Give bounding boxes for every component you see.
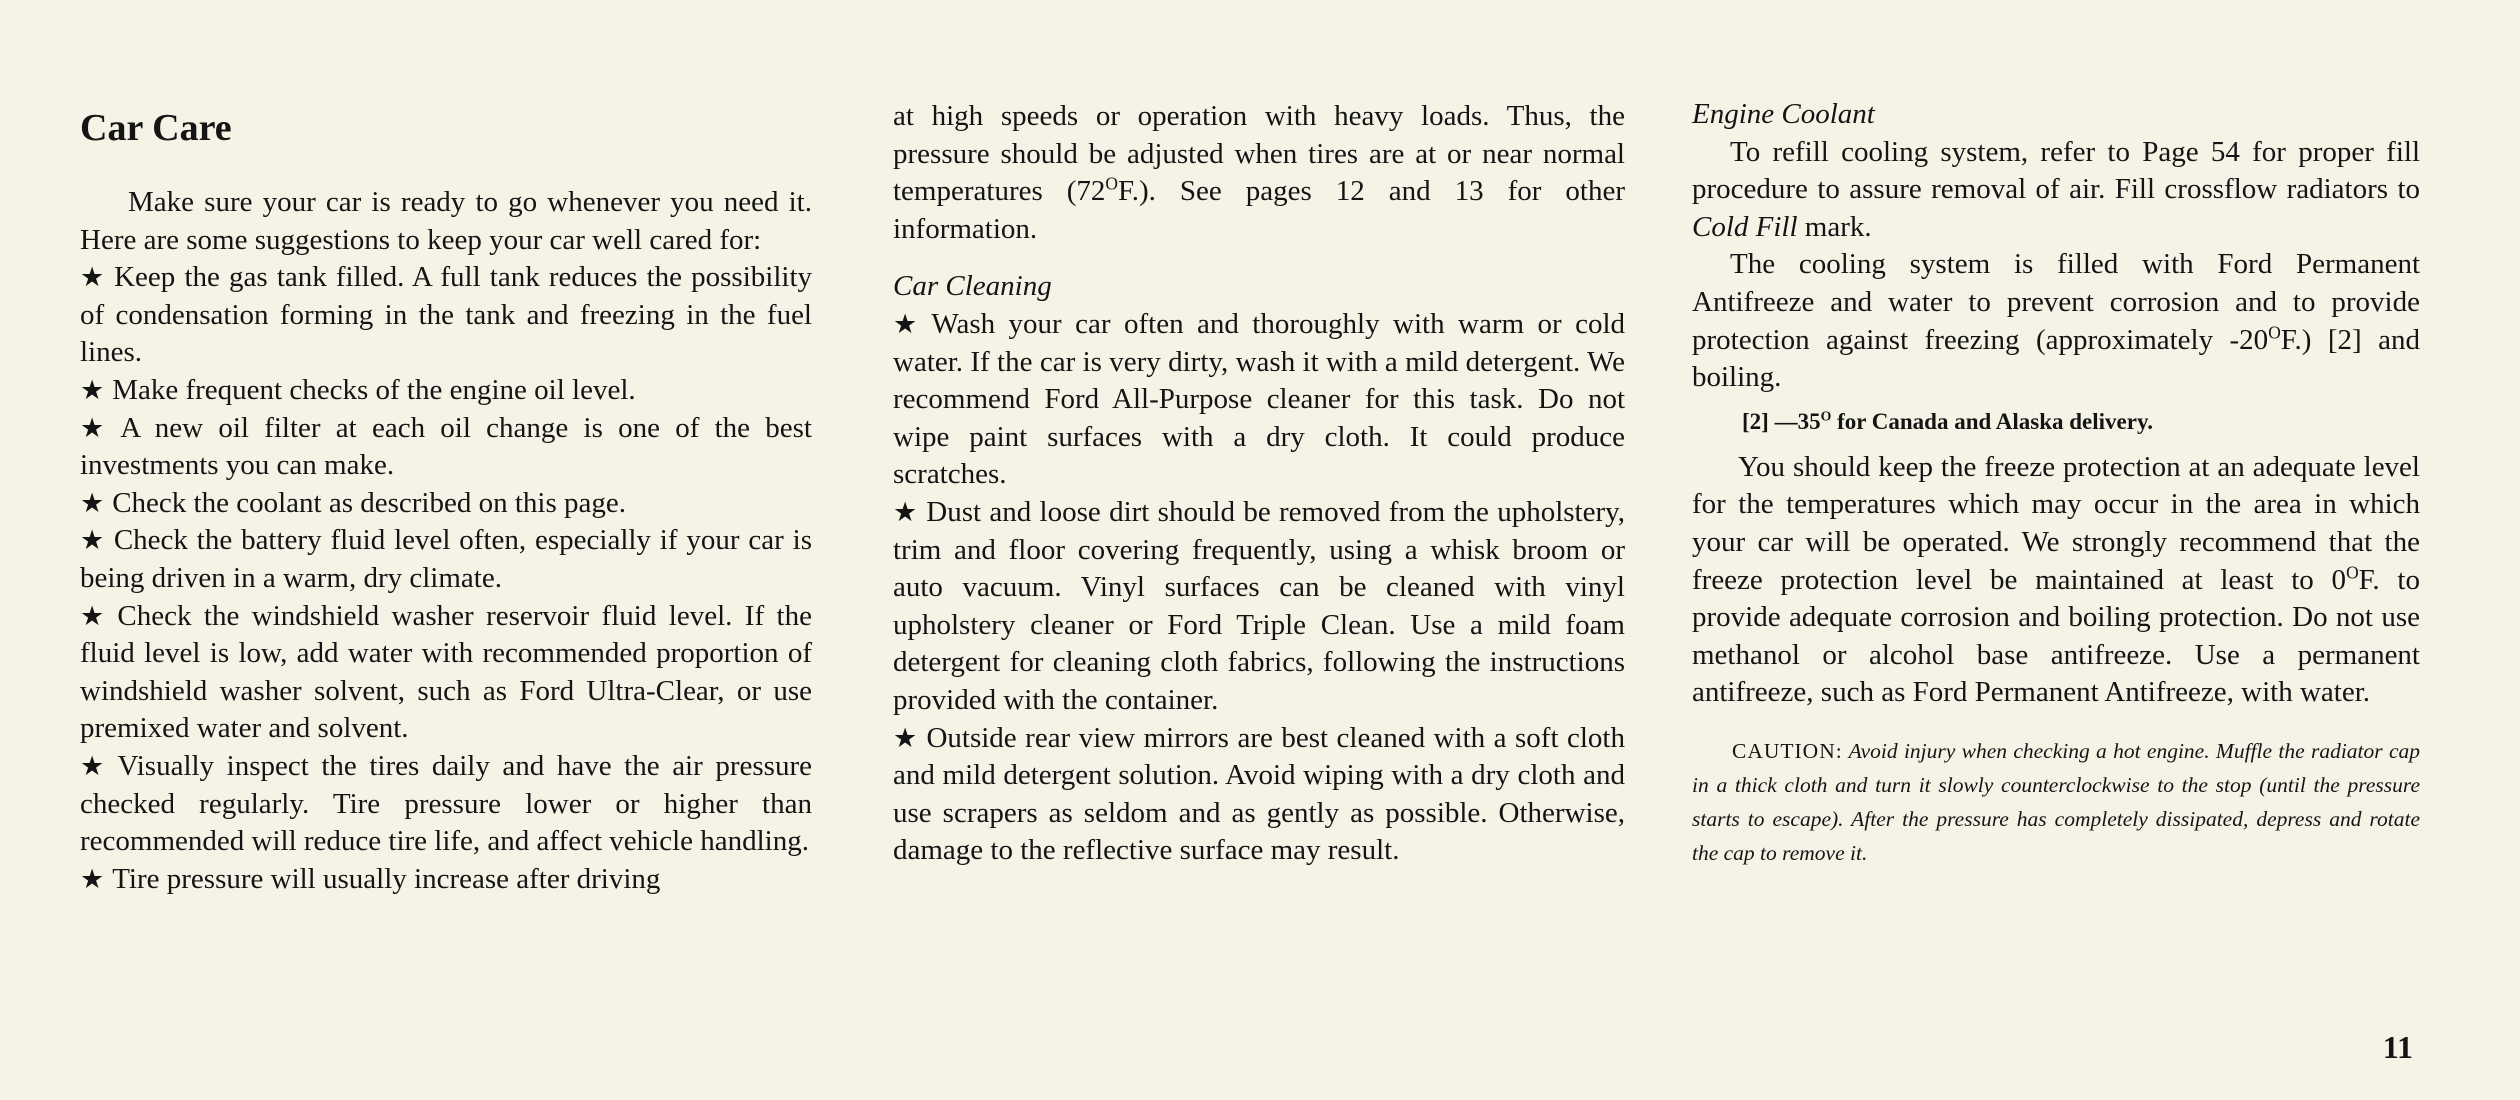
cooling-system-paragraph: The cooling system is filled with Ford Permanent Antifreeze and water to prevent corrosion and to provide protection against freezing (approximately $-20^OF$.) [2] and boiling. [1692, 248, 2420, 394]
caution-note [1692, 734, 2420, 870]
caution-label: CAUTION: [1732, 738, 1843, 763]
list-item-text: Wash your car often and thoroughly with warm or cold water. If the car is very dirty, wash it with a mild detergent. We recommend Ford All-Purpose cleaner for this task. Do not wipe paint surfaces with a dry cloth. It could produce scratches. [893, 307, 1625, 491]
car-cleaning-heading: Car Cleaning [893, 270, 1052, 303]
list-item [80, 259, 812, 372]
list-item [893, 494, 1625, 720]
star-bullet-icon: ★ [80, 262, 107, 294]
star-bullet-icon: ★ [80, 412, 113, 444]
list-item [80, 748, 812, 861]
list-item-text: Visually inspect the tires daily and have the air pressure checked regularly. Tire pressure lower or higher than recommended will reduce tire life, and affect vehicle handling. [80, 749, 812, 858]
list-item-text: A new oil filter at each oil change is one of the best investments you can make. [80, 411, 812, 482]
star-bullet-icon: ★ [80, 863, 105, 895]
continuation-paragraph: at high speeds or operation with heavy loads. Thus, the pressure should be adjusted when tires are at or near normal temperatures $(72^OF.)$. See pages 12 and 13 for other information. [893, 100, 1625, 245]
list-item-text: Check the battery fluid level often, especially if your car is being driven in a warm, dry climate. [80, 524, 812, 594]
list-item-text: Outside rear view mirrors are best cleaned with a soft cloth and mild detergent solution. Avoid wiping with a dry cloth and use scrapers as seldom and as gently as possible. Otherwise, damage to the reflective surface may result. [893, 721, 1625, 867]
star-bullet-icon: ★ [893, 496, 919, 528]
intro-paragraph: Make sure your car is ready to go whenever you need it. Here are some suggestions to keep your car well cared for: [80, 186, 812, 256]
refill-paragraph: To refill cooling system, refer to Page 54 for proper fill procedure to assure removal of air. Fill crossflow radiators to Cold Fill mark. [1692, 135, 2420, 243]
star-bullet-icon: ★ [80, 525, 106, 557]
list-item-text: Make frequent checks of the engine oil level. [112, 373, 636, 406]
engine-coolant-heading: Engine Coolant [1692, 98, 1875, 130]
list-item [80, 861, 812, 899]
list-item [80, 372, 812, 410]
list-item [893, 720, 1625, 870]
list-item-text: Tire pressure will usually increase after driving [112, 862, 661, 895]
caution-text: Avoid injury when checking a hot engine. Muffle the radiator cap in a thick cloth and turn it slowly counterclockwise to the stop (until the pressure starts to escape). After the pressure has completely dissipated, depress and rotate the cap to remove it. [1692, 738, 2420, 865]
list-item [80, 485, 812, 523]
column-car-cleaning [893, 98, 1625, 870]
star-bullet-icon: ★ [893, 308, 924, 340]
list-item [893, 306, 1625, 494]
list-item-text: Check the windshield washer reservoir fluid level. If the fluid level is low, add water with recommended proportion of windshield washer solvent, such as Ford Ultra-Clear, or use premixed water and solvent. [80, 599, 812, 745]
star-bullet-icon: ★ [80, 374, 105, 406]
footnote: [2] $—35^O$ for Canada and Alaska delivery. [1742, 408, 2153, 434]
page-title: Car Care [80, 107, 232, 149]
column-engine-coolant [1692, 96, 2420, 870]
freeze-protection-paragraph: You should keep the freeze protection at an adequate level for the temperatures which may occur in the area in which your car will be operated. We strongly recommend that the freeze protection level be maintained at least to $0^OF$. to provide adequate corrosion and boiling protection. Do not use methanol or alcohol base antifreeze. Use a permanent antifreeze, such as Ford Permanent Antifreeze, with water. [1692, 450, 2420, 709]
star-bullet-icon: ★ [80, 600, 110, 632]
list-item-text: Check the coolant as described on this page. [112, 486, 627, 519]
list-item-text: Keep the gas tank filled. A full tank reduces the possibility of condensation forming in the tank and freezing in the fuel lines. [80, 261, 812, 369]
star-bullet-icon: ★ [893, 722, 919, 754]
list-item [80, 522, 812, 597]
page-number: 11 [2382, 1029, 2413, 1065]
list-item [80, 598, 812, 748]
star-bullet-icon: ★ [80, 487, 105, 519]
column-car-care [80, 96, 812, 898]
list-item [80, 410, 812, 485]
list-item-text: Dust and loose dirt should be removed from the upholstery, trim and floor covering frequently, using a whisk broom or auto vacuum. Vinyl surfaces can be cleaned with vinyl upholstery cleaner or Ford Triple Clean. Use a mild foam detergent for cleaning cloth fabrics, following the instructions provided with the container. [893, 495, 1625, 716]
star-bullet-icon: ★ [80, 750, 110, 782]
